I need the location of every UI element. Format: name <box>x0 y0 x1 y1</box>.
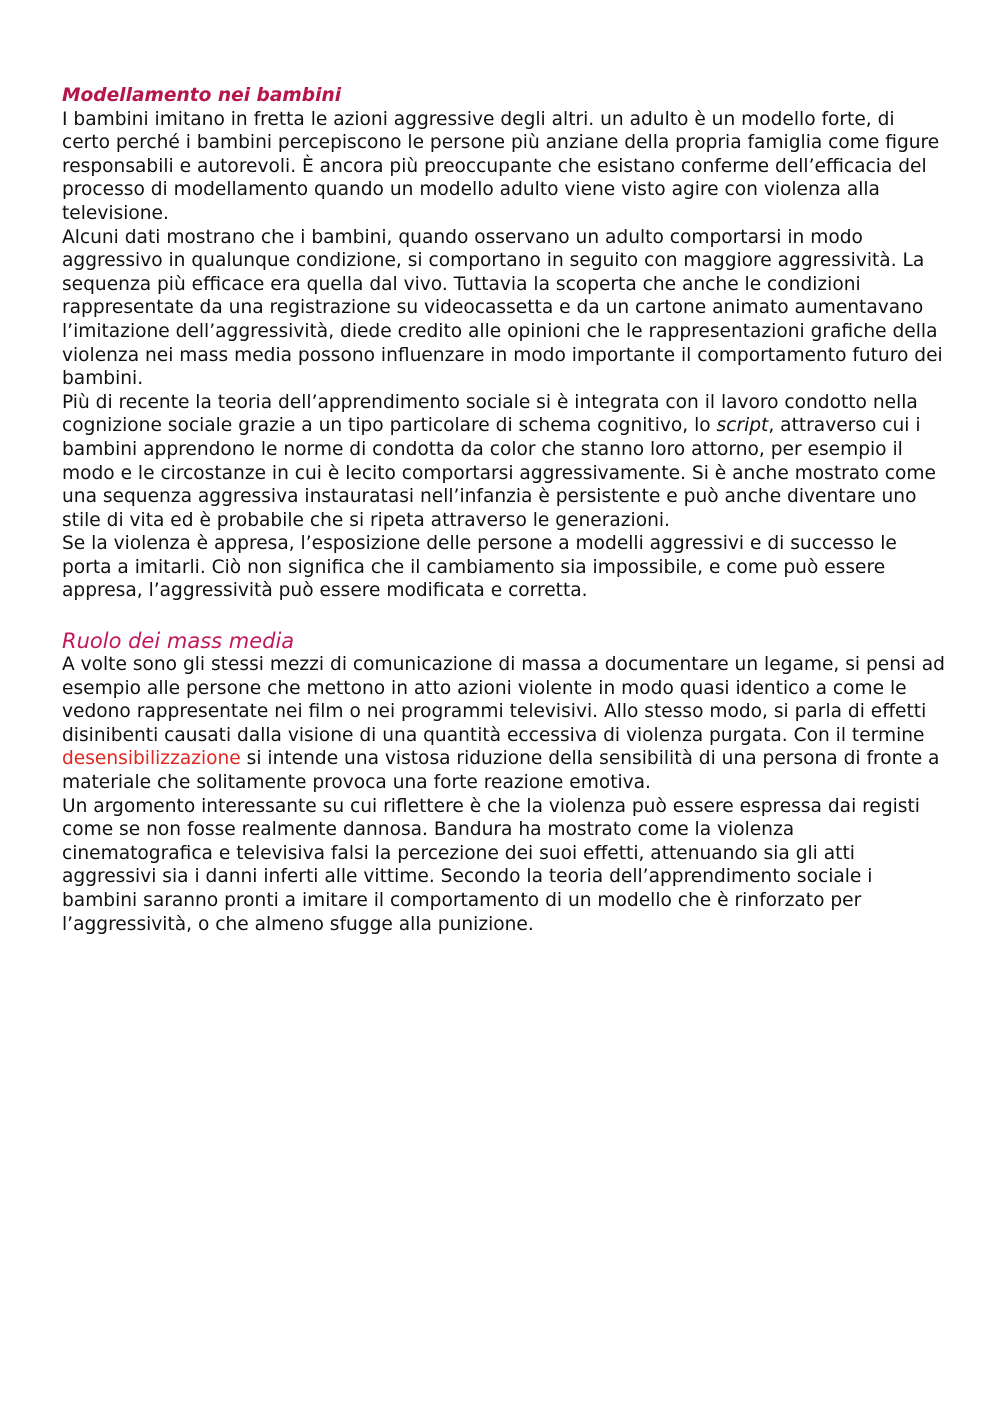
paragraph-text: A volte sono gli stessi mezzi di comunicazione di massa a documentare un legame, si pensi ad esempio alle persone che mettono in atto azioni violente in modo quasi identico a come le vedono rappresentate nei film o nei programmi televisivi. Allo stesso modo, si parla di effetti disinibenti causati dalla visione di una quantità eccessiva di violenza purgata. Con il termine <box>62 654 945 746</box>
paragraph: Alcuni dati mostrano che i bambini, quando osservano un adulto comportarsi in modo aggressivo in qualunque condizione, si comportano in seguito con maggiore aggressività. La sequenza più efficace era quella dal vivo. Tuttavia la scoperta che anche le condizioni rappresentate da una registrazione su videocassetta e da un cartone animato aumentavano l’imitazione dell’aggressività, diede credito alle opinioni che le rappresentazioni grafiche della violenza nei mass media possono influenzare in modo importante il comportamento futuro dei bambini. <box>62 226 943 390</box>
italic-term: script <box>716 415 769 437</box>
section-heading-modellamento: Modellamento nei bambini <box>62 85 342 106</box>
paragraph-text: si intende una vistosa riduzione della sensibilità di una persona di fronte a materiale che solitamente provoca una forte reazione emotiva. <box>62 748 940 794</box>
document-page <box>62 84 946 936</box>
paragraph <box>62 653 946 795</box>
paragraph <box>62 391 946 533</box>
paragraph-text: Più di recente la teoria dell’apprendimento sociale si è integrata con il lavoro condotto nella cognizione sociale grazie a un tipo particolare di schema cognitivo, lo <box>62 391 918 437</box>
paragraph: Un argomento interessante su cui riflettere è che la violenza può essere espressa dai registi come se non fosse realmente dannosa. Bandura ha mostrato come la violenza cinematografica e televisiva falsi la percezione dei suoi effetti, attenuando sia gli atti aggressivi sia i danni inferti alle vittime. Secondo la teoria dell’apprendimento sociale i bambini saranno pronti a imitare il comportamento di un modello che è rinforzato per l’aggressività, o che almeno sfugge alla punizione. <box>62 795 920 935</box>
paragraph: Se la violenza è appresa, l’esposizione delle persone a modelli aggressivi e di successo le porta a imitarli. Ciò non significa che il cambiamento sia impossibile, e come può essere appresa, l’aggressività può essere modificata e corretta. <box>62 533 897 602</box>
paragraph-text: , attraverso cui i bambini apprendono le norme di condotta da color che stanno loro attorno, per esempio il modo e le circostanze in cui è lecito comportarsi aggressivamente. Si è anche mostrato come una sequenza aggressiva instauratasi nell’infanzia è persistente e può anche diventare uno stile di vita ed è probabile che si ripeta attraverso le generazioni. <box>62 415 936 531</box>
paragraph: I bambini imitano in fretta le azioni aggressive degli altri. un adulto è un modello forte, di certo perché i bambini percepiscono le persone più anziane della propria famiglia come figure responsabili e autorevoli. È ancora più preoccupante che esistano conferme dell’efficacia del processo di modellamento quando un modello adulto viene visto agire con violenza alla televisione. <box>62 108 940 224</box>
highlighted-term: desensibilizzazione <box>62 748 241 770</box>
section-heading-mass-media: Ruolo dei mass media <box>62 629 295 654</box>
